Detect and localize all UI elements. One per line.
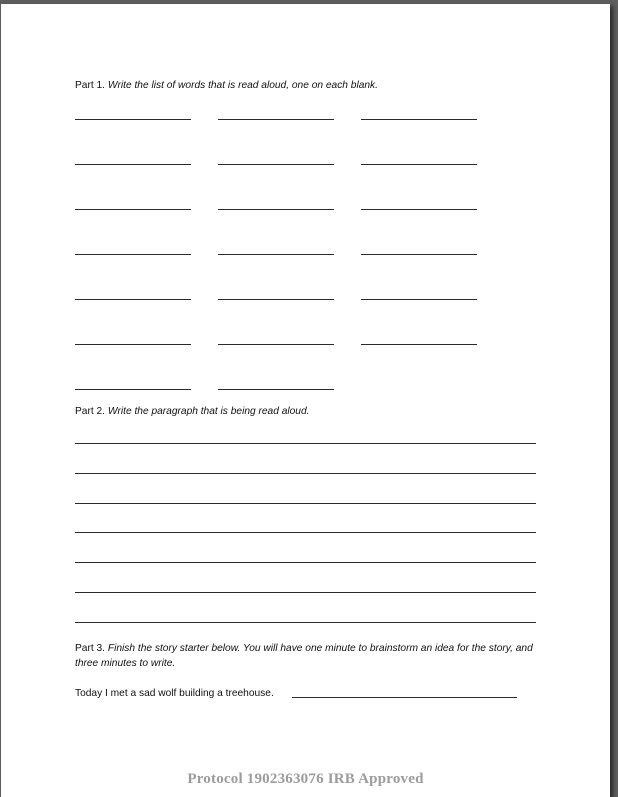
word-blank[interactable] — [361, 209, 477, 210]
word-blank[interactable] — [218, 254, 334, 255]
part2-heading — [75, 404, 309, 419]
word-blank[interactable] — [75, 344, 191, 345]
paragraph-line[interactable] — [75, 443, 536, 444]
paragraph-line[interactable] — [75, 592, 536, 593]
paragraph-line[interactable] — [75, 532, 536, 533]
word-blank[interactable] — [75, 254, 191, 255]
word-blank[interactable] — [218, 209, 334, 210]
word-blank[interactable] — [218, 119, 334, 120]
word-blank[interactable] — [75, 389, 191, 390]
paragraph-line[interactable] — [75, 622, 536, 623]
part1-heading — [75, 78, 378, 93]
part1-instruction: Write the list of words that is read aloud, one on each blank. — [107, 80, 378, 91]
word-blank[interactable] — [218, 344, 334, 345]
part3-heading — [75, 641, 535, 671]
paragraph-line[interactable] — [75, 473, 536, 474]
story-starter: Today I met a sad wolf building a treehouse. — [75, 688, 274, 699]
document-page — [1, 4, 610, 797]
word-blank[interactable] — [361, 254, 477, 255]
word-blank[interactable] — [361, 344, 477, 345]
word-blank[interactable] — [75, 299, 191, 300]
word-blank[interactable] — [75, 119, 191, 120]
word-blank[interactable] — [218, 164, 334, 165]
part2-label: Part 2. — [75, 406, 106, 417]
word-blank[interactable] — [75, 209, 191, 210]
part3-instruction: Finish the story starter below. You will have one minute to brainstorm an idea for the story, and three minutes to write. — [75, 643, 533, 669]
word-blank[interactable] — [361, 164, 477, 165]
part1-label: Part 1. — [75, 80, 106, 91]
word-blank[interactable] — [361, 299, 477, 300]
paragraph-line[interactable] — [75, 503, 536, 504]
irb-footer: Protocol 1902363076 IRB Approved — [187, 771, 424, 787]
word-blank[interactable] — [218, 299, 334, 300]
paragraph-line[interactable] — [75, 562, 536, 563]
word-blank[interactable] — [361, 119, 477, 120]
story-answer-blank[interactable] — [292, 697, 517, 698]
word-blank[interactable] — [218, 389, 334, 390]
word-blank[interactable] — [75, 164, 191, 165]
part3-label: Part 3. — [75, 643, 106, 654]
part2-instruction: Write the paragraph that is being read aloud. — [107, 406, 310, 417]
